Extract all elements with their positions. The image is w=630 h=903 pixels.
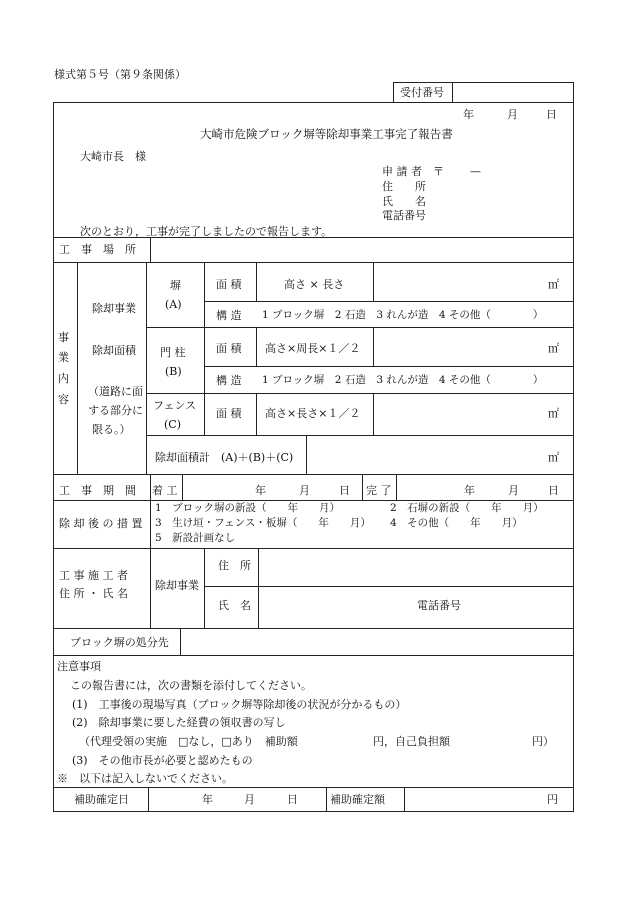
- wall-name: 塀: [170, 279, 181, 292]
- site-value[interactable]: [152, 240, 572, 260]
- period-start-day: 日: [339, 484, 350, 497]
- decision-date-year: 年: [202, 793, 213, 806]
- gate-structure-options: 1 ブロック塀 2 石造 3 れんが造 4 その他（ ）: [262, 374, 544, 386]
- notes-sub-a: （代理受領の実施 □なし，□あり 補助額: [79, 735, 298, 748]
- gate-code: (B): [165, 365, 182, 378]
- form-number: 様式第５号（第９条関係）: [54, 68, 186, 81]
- fence-code: (C): [164, 418, 181, 431]
- measure-option-5: 5 新設計画なし: [155, 532, 236, 544]
- fence-area-formula: 高さ×長さ×１／２: [265, 407, 361, 420]
- contractor-label-2: 住 所 ・ 氏 名: [59, 587, 128, 600]
- category-line3: （道路に面: [88, 385, 143, 398]
- notes-sub-c: 円）: [532, 735, 554, 748]
- intro-text: 次のとおり，工事が完了しましたので報告します。: [80, 225, 333, 238]
- applicant-name-label: 氏 名: [382, 195, 426, 208]
- fence-area-label: 面 積: [216, 407, 242, 420]
- fence-name: フェンス: [153, 399, 197, 412]
- contractor-phone-label: 電話番号: [417, 599, 461, 612]
- category-line2: 除却面積: [92, 344, 136, 357]
- decision-amount-unit: 円: [547, 793, 558, 806]
- wall-area-formula: 高さ × 長さ: [284, 278, 345, 291]
- receipt-label: 受付番号: [400, 86, 444, 99]
- content-side-label-2: 業: [58, 351, 69, 364]
- period-end-month: 月: [508, 484, 519, 497]
- measure-option-2: 2 石塀の新設（ 年 月）: [390, 502, 544, 514]
- notes-sub-b: 円，自己負担額: [373, 735, 450, 748]
- period-end-label: 完 了: [366, 484, 392, 497]
- period-start-year: 年: [255, 484, 266, 497]
- wall-code: (A): [165, 298, 182, 311]
- notes-heading: 注意事項: [57, 660, 101, 673]
- content-side-label-1: 事: [58, 331, 69, 344]
- content-side-label-3: 内: [58, 372, 69, 385]
- disposal-value[interactable]: [185, 632, 570, 652]
- period-end-day: 日: [548, 484, 559, 497]
- notes-warning: ※ 以下は記入しないでください。: [57, 772, 233, 785]
- date-year: 年: [463, 108, 474, 121]
- contractor-category: 除却事業: [155, 579, 199, 592]
- notes-item-1: (1) 工事後の現場写真（ブロック塀等除却後の状況が分かるもの）: [72, 698, 407, 711]
- wall-area-unit: ㎡: [548, 278, 559, 291]
- gate-structure-label: 構 造: [216, 374, 242, 387]
- measure-option-4: 4 その他（ 年 月）: [390, 517, 523, 529]
- notes-item-2: (2) 除却事業に要した経費の領収書の写し: [72, 716, 286, 729]
- contractor-name-label: 氏 名: [218, 599, 251, 612]
- gate-area-formula: 高さ×周長×１／２: [265, 342, 361, 355]
- applicant-address-label: 住 所: [382, 180, 426, 193]
- contractor-address-label: 住 所: [218, 559, 251, 572]
- postal-dash: —: [470, 165, 481, 178]
- wall-structure-options: 1 ブロック塀 2 石造 3 れんが造 4 その他（ ）: [262, 309, 544, 321]
- site-label: 工 事 場 所: [59, 243, 136, 256]
- page-title: 大崎市危険ブロック塀等除却事業工事完了報告書: [200, 127, 453, 141]
- disposal-label: ブロック塀の処分先: [70, 636, 169, 649]
- period-start-month: 月: [299, 484, 310, 497]
- wall-area-label: 面 積: [216, 278, 242, 291]
- postal-mark: 〒: [433, 165, 444, 178]
- total-area-label: 除却面積計 (A)＋(B)＋(C): [155, 451, 294, 464]
- gate-area-unit: ㎡: [548, 342, 559, 355]
- date-month: 月: [507, 108, 518, 121]
- decision-date-month: 月: [244, 793, 255, 806]
- decision-date-label: 補助確定日: [74, 793, 129, 806]
- applicant-phone-label: 電話番号: [382, 209, 426, 222]
- total-area-unit: ㎡: [548, 451, 559, 464]
- wall-structure-label: 構 造: [216, 309, 242, 322]
- measure-option-1: 1 ブロック塀の新設（ 年 月）: [155, 502, 340, 514]
- content-side-label-4: 容: [58, 393, 69, 406]
- category-line4: する部分に: [88, 404, 143, 417]
- decision-date-day: 日: [287, 793, 298, 806]
- gate-area-label: 面 積: [216, 342, 242, 355]
- measure-option-3: 3 生け垣・フェンス・板塀（ 年 月）: [155, 517, 371, 529]
- notes-item-3: (3) その他市長が必要と認めたもの: [72, 754, 253, 767]
- category-line5: 限る。）: [92, 423, 131, 436]
- measures-label: 除 却 後 の 措 置: [59, 517, 143, 530]
- gate-name: 門 柱: [160, 346, 186, 359]
- period-label: 工 事 期 間: [59, 484, 136, 497]
- period-end-year: 年: [464, 484, 475, 497]
- contractor-label-1: 工 事 施 工 者: [59, 569, 128, 582]
- category-line1: 除却事業: [92, 302, 136, 315]
- receipt-value[interactable]: [460, 87, 570, 101]
- decision-amount-label: 補助確定額: [330, 793, 385, 806]
- notes-intro: この報告書には，次の書類を添付してください。: [70, 679, 312, 692]
- fence-area-unit: ㎡: [548, 407, 559, 420]
- addressee: 大崎市長 様: [80, 150, 146, 163]
- period-start-label: 着 工: [152, 484, 178, 497]
- date-day: 日: [546, 108, 557, 121]
- applicant-label: 申 請 者: [382, 165, 422, 178]
